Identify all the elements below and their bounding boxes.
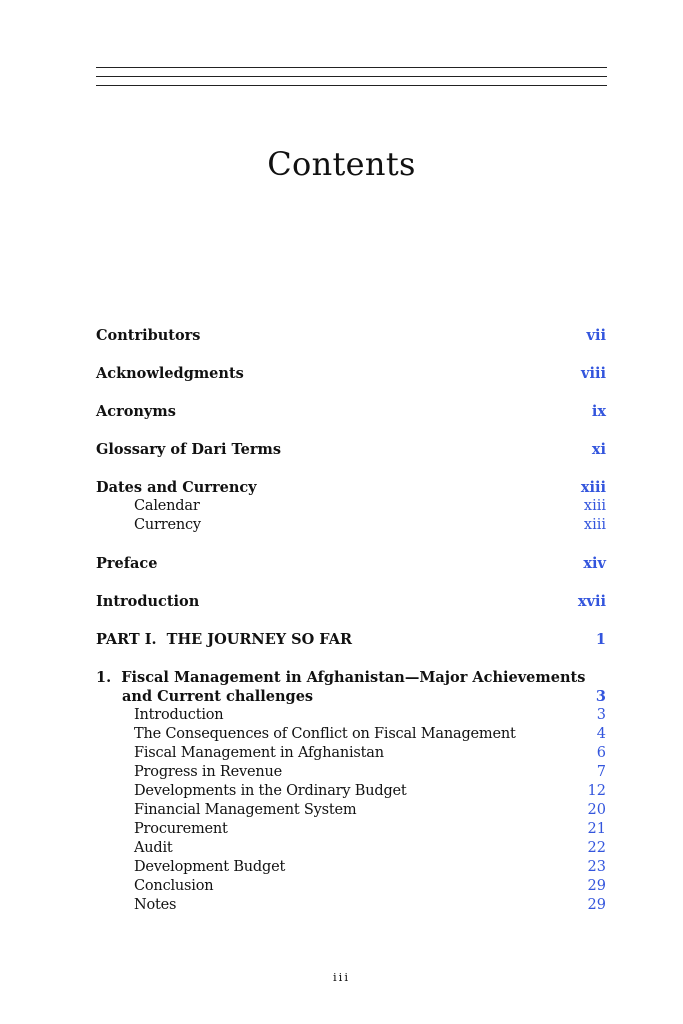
toc-entry-label: Glossary of Dari Terms <box>96 441 282 458</box>
toc-page-link[interactable]: xvii <box>577 593 606 610</box>
toc-page-link[interactable]: 20 <box>587 802 606 818</box>
toc-page-link[interactable]: 12 <box>587 783 606 799</box>
toc-entry-label: Dates and Currency <box>96 479 257 496</box>
toc-entry-label: Introduction <box>134 707 224 723</box>
toc-subentry[interactable] <box>96 763 606 782</box>
toc-entry-label: Calendar <box>134 498 200 514</box>
toc-entry-label: and Current challenges <box>122 688 314 705</box>
toc-entry-label: PART I. THE JOURNEY SO FAR <box>96 631 353 648</box>
toc-entry-label: Conclusion <box>134 878 214 894</box>
toc-entry-label: Preface <box>96 555 158 572</box>
toc-page-link[interactable]: 3 <box>596 707 606 723</box>
top-rule <box>96 67 607 68</box>
toc-entry-label: Acronyms <box>96 403 176 420</box>
toc-page-link[interactable]: 22 <box>587 840 606 856</box>
top-rule <box>96 85 607 86</box>
toc-page-link[interactable]: vii <box>586 327 606 344</box>
toc-page-link[interactable]: 23 <box>587 859 606 875</box>
toc-page-link[interactable]: 1 <box>595 631 606 648</box>
toc-entry-acronyms[interactable] <box>96 402 606 421</box>
toc-entry-dates-currency[interactable] <box>96 478 606 497</box>
toc-subentry[interactable] <box>96 839 606 858</box>
toc-entry-part-one[interactable] <box>96 630 606 649</box>
toc-entry-label: Currency <box>134 517 201 533</box>
toc-page-link[interactable]: 7 <box>596 764 606 780</box>
toc-page-link[interactable]: xi <box>591 441 606 458</box>
toc-page-link[interactable]: viii <box>581 365 606 382</box>
toc-subentry[interactable] <box>96 896 606 915</box>
toc-subentry[interactable] <box>96 801 606 820</box>
toc-entry-introduction[interactable] <box>96 592 606 611</box>
toc-page-link[interactable]: ix <box>591 403 606 420</box>
toc-subentry-currency[interactable] <box>96 516 606 535</box>
toc-page-link[interactable]: 4 <box>596 726 606 742</box>
toc-entry-acknowledgments[interactable] <box>96 364 606 383</box>
toc-entry-label: Progress in Revenue <box>134 764 283 780</box>
toc-entry-label: Procurement <box>134 821 228 837</box>
toc-subentry[interactable] <box>96 782 606 801</box>
toc-page-link[interactable]: 21 <box>587 821 606 837</box>
toc-entry-contributors[interactable] <box>96 326 606 345</box>
toc-entry-chapter-1-cont[interactable] <box>96 687 606 706</box>
top-rule <box>96 76 607 77</box>
toc-entry-label: Financial Management System <box>134 802 357 818</box>
toc-entry-chapter-1[interactable] <box>96 668 606 687</box>
toc-page-link[interactable]: 29 <box>587 897 606 913</box>
page-title: Contents <box>267 145 416 183</box>
toc-entry-label: Introduction <box>96 593 200 610</box>
toc-entry-label: Developments in the Ordinary Budget <box>134 783 407 799</box>
toc-subentry[interactable] <box>96 706 606 725</box>
toc-page-link[interactable]: 3 <box>595 688 606 705</box>
toc-subentry[interactable] <box>96 820 606 839</box>
toc-page-link[interactable]: xiii <box>583 498 606 514</box>
toc-entry-glossary[interactable] <box>96 440 606 459</box>
toc-entry-label: Fiscal Management in Afghanistan <box>134 745 384 761</box>
page-number: iii <box>332 970 351 984</box>
toc-entry-label: Development Budget <box>134 859 286 875</box>
toc-subentry[interactable] <box>96 725 606 744</box>
toc-entry-label: 1. Fiscal Management in Afghanistan—Major Achievements <box>96 669 586 686</box>
toc-entry-label: Notes <box>134 897 177 913</box>
toc-entry-label: Contributors <box>96 327 201 344</box>
toc-page-link[interactable]: xiii <box>580 479 606 496</box>
toc-subentry-calendar[interactable] <box>96 497 606 516</box>
toc-entry-label: The Consequences of Conflict on Fiscal Management <box>134 726 516 742</box>
toc-page-link[interactable]: xiv <box>583 555 606 572</box>
toc-page-link[interactable]: xiii <box>583 517 606 533</box>
toc-entry-label: Audit <box>134 840 173 856</box>
toc-entry-label: Acknowledgments <box>96 365 244 382</box>
toc-subentry[interactable] <box>96 744 606 763</box>
toc-entry-preface[interactable] <box>96 554 606 573</box>
toc-page-link[interactable]: 6 <box>596 745 606 761</box>
toc-subentry[interactable] <box>96 858 606 877</box>
toc-page-link[interactable]: 29 <box>587 878 606 894</box>
toc-subentry[interactable] <box>96 877 606 896</box>
